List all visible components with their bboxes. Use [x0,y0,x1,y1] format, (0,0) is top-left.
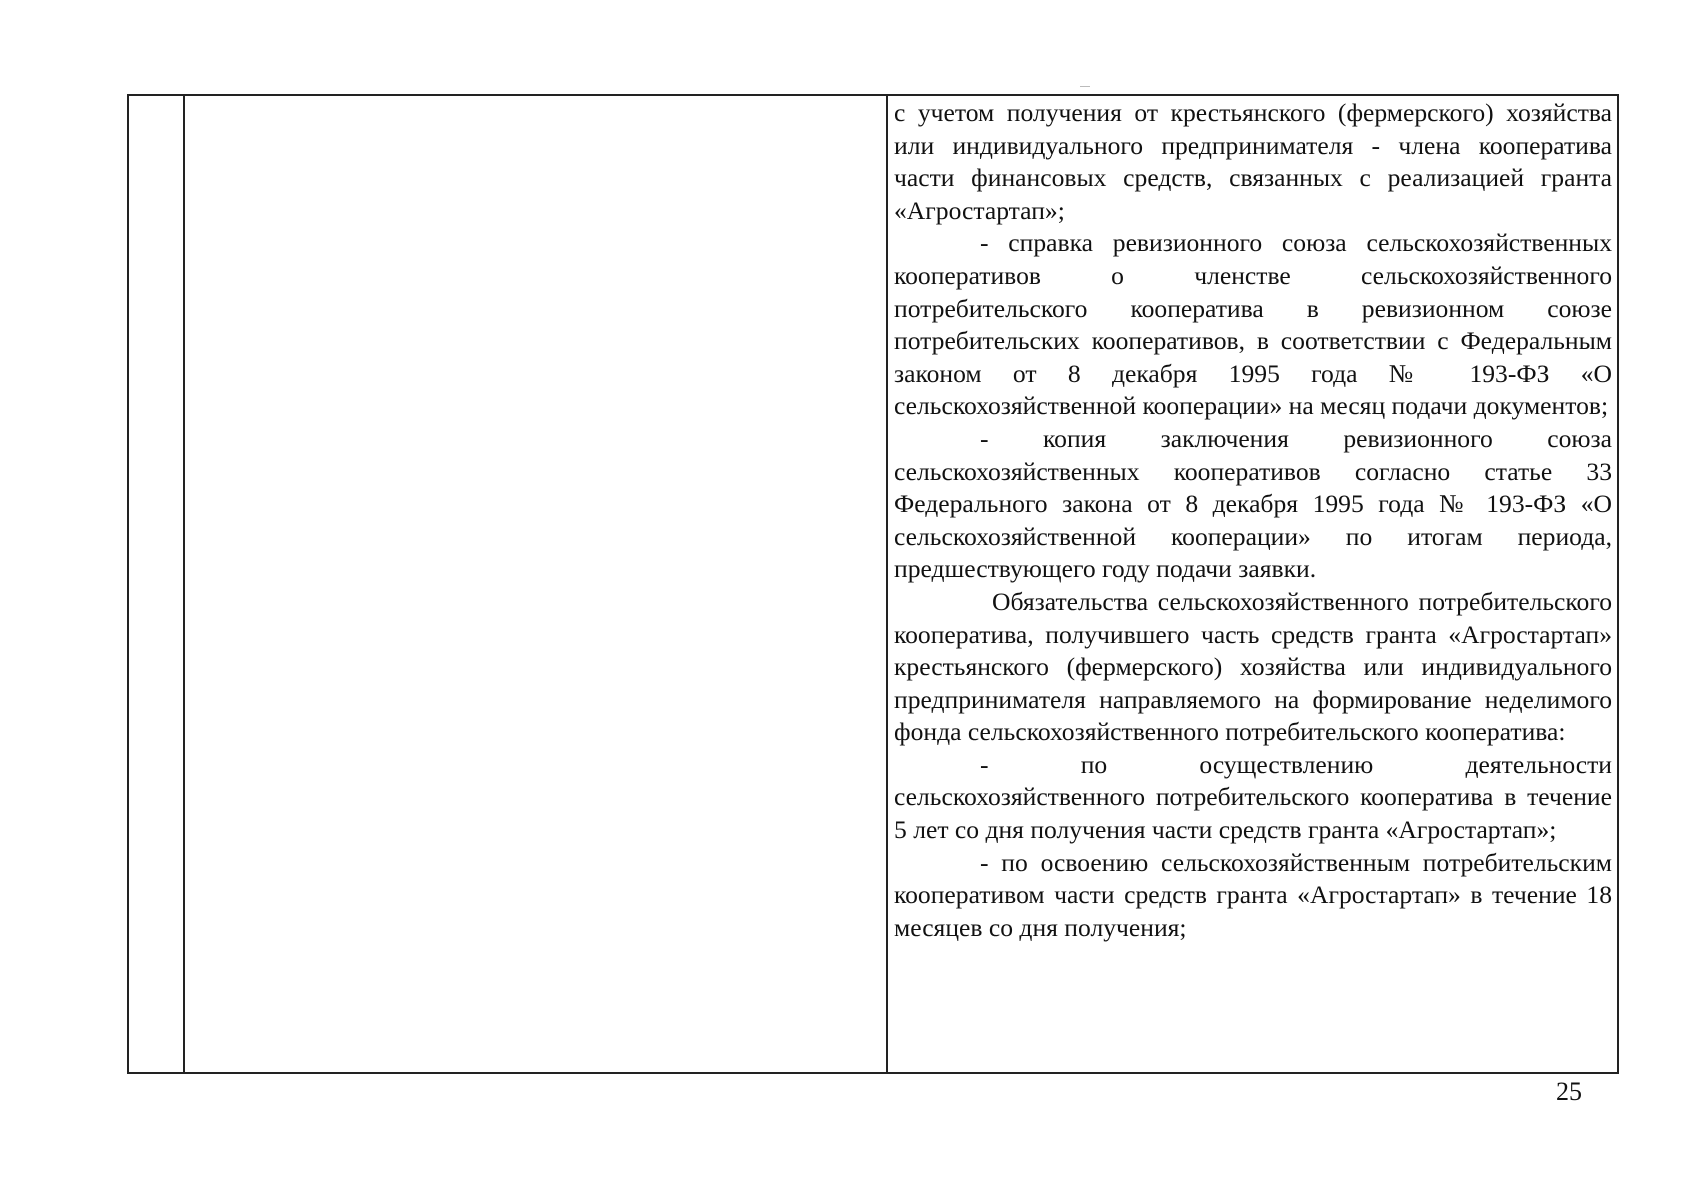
document-table [127,94,1619,1074]
paragraph-obligation-activity: - по осуществлению деятельности сельскохозяйственного потребительского кооператива в течение 5 лет со дня получения части средств гранта «Агростартап»; [894,749,1612,845]
table-column-divider [886,96,888,1072]
paragraph-obligations-heading: Обязательства сельскохозяйственного потребительского кооператива, получившего часть средств гранта «Агростартап» крестьянского (фермерского) хозяйства или индивидуального предпринимателя направляемого на формирование неделимого фонда сельскохозяйственного потребительского кооператива: [894,586,1612,747]
scan-artifact [1080,86,1090,87]
paragraph-obligation-spending: - по освоению сельскохозяйственным потребительским кооперативом части средств гранта «Агростартап» в течение 18 месяцев со дня получения; [894,847,1612,942]
paragraph-continuation: с учетом получения от крестьянского (фермерского) хозяйства или индивидуального предпринимателя - члена кооператива части финансовых средств, связанных с реализацией гранта «Агростартап»; [894,98,1612,225]
page-number: 25 [1556,1077,1582,1106]
table-column-divider [183,96,185,1072]
paragraph-revision-union-certificate: - справка ревизионного союза сельскохозяйственных кооперативов о членстве сельскохозяйственного потребительского кооператива в ревизионном союзе потребительских кооперативов, в соответствии с Федеральным законом от 8 декабря 1995 года № 193-ФЗ «О сельскохозяйственной кооперации» на месяц подачи документов; [894,228,1612,421]
table-text-cell [894,96,1612,1072]
paragraph-revision-union-conclusion: - копия заключения ревизионного союза сельскохозяйственных кооперативов согласно статье 33 Федерального закона от 8 декабря 1995 года № 193-ФЗ «О сельскохозяйственной кооперации» по итогам периода, предшествующего году подачи заявки. [894,423,1612,584]
